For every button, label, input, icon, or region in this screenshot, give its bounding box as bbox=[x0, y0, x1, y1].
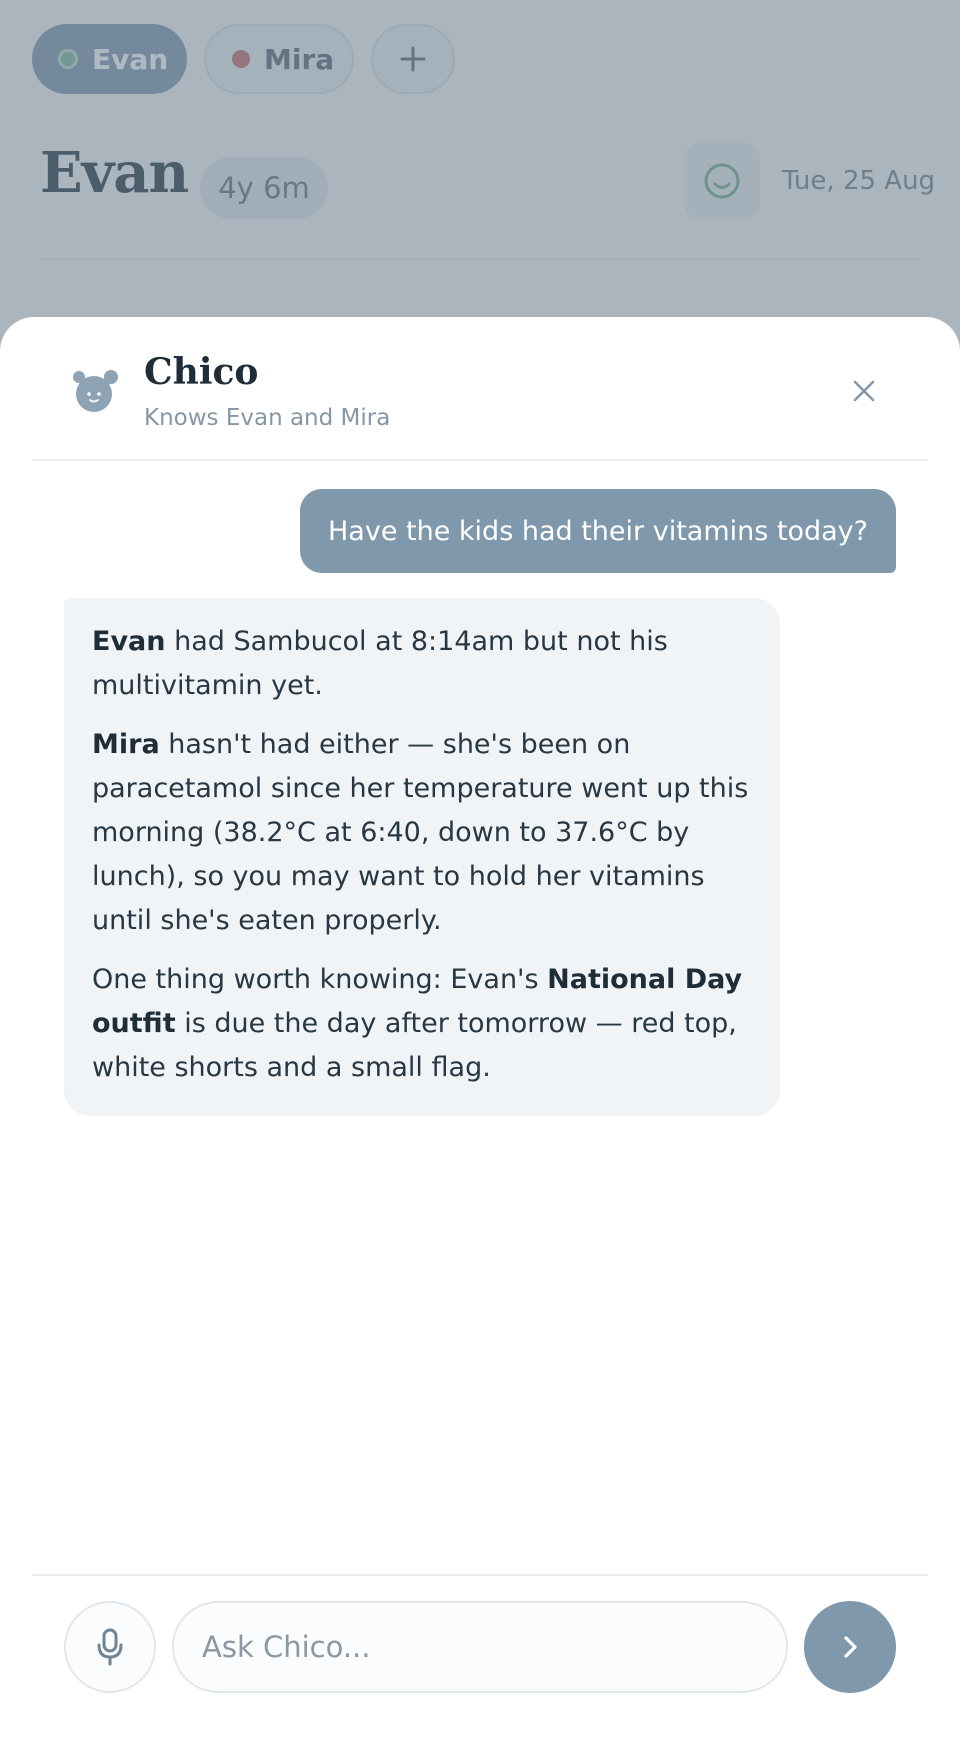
chevron-right-icon bbox=[839, 1634, 861, 1660]
assistant-name: Chico bbox=[144, 351, 259, 393]
assistant-sheet bbox=[0, 317, 960, 1760]
assistant-message bbox=[64, 598, 780, 1116]
assistant-subtitle: Knows Evan and Mira bbox=[144, 405, 391, 431]
message-text: One thing worth knowing: Evan's bbox=[92, 964, 548, 995]
bear-avatar-icon bbox=[70, 367, 120, 417]
message-text: is due the day after tomorrow — red top, white shorts and a small flag. bbox=[92, 1008, 737, 1083]
send-button[interactable] bbox=[804, 1601, 896, 1693]
child-name: Evan bbox=[92, 626, 166, 657]
divider bbox=[32, 459, 928, 461]
message-text: hasn't had either — she's been on paracetamol since her temperature went up this morning (38.2°C at 6:40, down to 37.6°C by lunch), so you may want to hold her vitamins until she's eaten properly. bbox=[92, 729, 749, 936]
close-button[interactable] bbox=[838, 365, 890, 417]
close-icon bbox=[853, 380, 875, 402]
message-paragraph bbox=[92, 958, 752, 1090]
microphone-icon bbox=[95, 1627, 125, 1667]
message-paragraph bbox=[92, 723, 752, 943]
user-message: Have the kids had their vitamins today? bbox=[300, 489, 896, 573]
highlight-text: National Day outfit bbox=[92, 964, 743, 1039]
ask-input[interactable] bbox=[172, 1601, 788, 1693]
divider bbox=[32, 1574, 928, 1576]
child-name: Mira bbox=[92, 729, 160, 760]
message-paragraph bbox=[92, 620, 752, 708]
voice-input-button[interactable] bbox=[64, 1601, 156, 1693]
message-text: had Sambucol at 8:14am but not his multivitamin yet. bbox=[92, 626, 668, 701]
